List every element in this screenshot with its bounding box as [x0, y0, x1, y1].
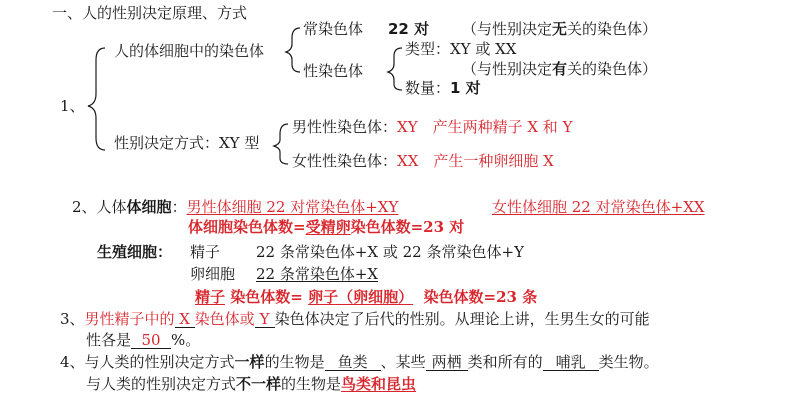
blank-y: Y: [255, 311, 275, 328]
blank-mammal: 哺乳: [543, 354, 599, 371]
blank-fish: 鱼类: [325, 354, 381, 371]
brace-mode: [274, 124, 288, 164]
blank-amphibian: 两栖: [426, 354, 468, 371]
sex-chromosome-label: 性染色体: [303, 62, 364, 80]
sex-chromosome-note: （与性别决定有关的染色体）: [462, 60, 658, 78]
quantity-line: 数量：1 对: [405, 79, 481, 97]
sperm-label: 精子: [190, 243, 221, 261]
brace-sex: [388, 48, 402, 90]
blank-x: X: [175, 311, 195, 328]
sex-determination-mode: 性别决定方式：XY 型: [114, 134, 260, 152]
item-3-line-2: 性各是 50 %。: [86, 331, 201, 349]
germ-cell-label: 生殖细胞：: [97, 243, 173, 261]
type-line: 类型：XY 或 XX: [405, 40, 517, 58]
female-somatic-line: 女性体细胞 22 对常染色体+XX: [492, 198, 705, 216]
brace-somatic: [286, 28, 300, 72]
item-3-line-1: 3、男性精子中的 X 染色体或 Y 染色体决定了后代的性别。从理论上讲，生男生女的可能: [60, 310, 650, 328]
birds-insects-answer: 鸟类和昆虫: [341, 375, 417, 393]
item-4-line-1: 4、与人类的性别决定方式一样的生物是 鱼类 、某些 两栖 类和所有的 哺乳 类生物。: [60, 353, 659, 371]
egg-label: 卵细胞: [190, 265, 236, 283]
somatic-count-line: 体细胞染色体数=受精卵染色体数=23 对: [188, 218, 465, 236]
autosome-label: 常染色体: [303, 20, 364, 38]
autosome-count: 22 对: [388, 20, 430, 38]
item-number-1: 1、: [60, 97, 85, 115]
autosome-note: （与性别决定无关的染色体）: [462, 20, 658, 38]
egg-value: 22 条常染色体+X: [256, 265, 379, 283]
germ-count-line: 精子 染色体数= 卵子（卵细胞） 染色体数=23 条: [195, 288, 538, 306]
blank-50: 50: [131, 332, 171, 349]
sperm-value: 22 条常染色体+X 或 22 条常染色体+Y: [256, 243, 524, 261]
somatic-cell-line: 2、人体体细胞：男性体细胞 22 对常染色体+XY: [72, 198, 399, 216]
male-sex-chromosome: 男性性染色体：XY 产生两种精子 X 和 Y: [292, 118, 573, 136]
item-4-line-2: 与人类的性别决定方式不一样的生物是鸟类和昆虫: [86, 375, 417, 393]
brace-item-1: [88, 48, 105, 150]
section-1-heading: 一、人的性别决定原理、方式: [52, 4, 248, 22]
female-sex-chromosome: 女性性染色体：XX 产生一种卵细胞 X: [292, 152, 554, 170]
somatic-chromosome-label: 人的体细胞中的染色体: [114, 42, 265, 60]
